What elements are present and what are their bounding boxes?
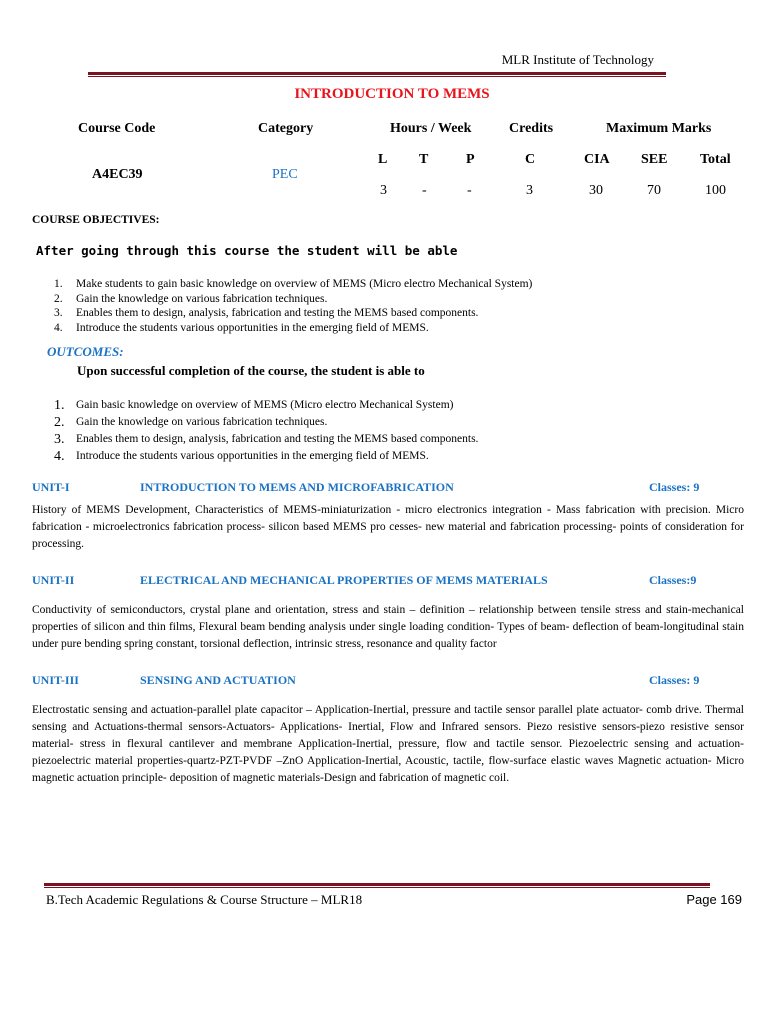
institute-name: MLR Institute of Technology [501,52,654,67]
unit-3-body: Electrostatic sensing and actuation-parallel plate capacitor – Application-Inertial, pressure and tactile sensor parallel plate actuator- comb drive. Thermal sensing and Actuations-thermal sensors-Actuators- Applications- Inertial, Flow and Infrared sensors. Piezo resistive sensors-piezo resistive sensor material- stress in flexural cantilever and membrane Application-Inertial, pressure, flow and tactile sensor. Piezoelectric sensing and actuation- piezoelectric material properties-quartz-PZT-PVDF –ZnO Application-Inertial, Acoustic, tactile, flow-surface elastic waves Magnetic actuation- Micro magnetic actuation principle- deposition of magnetic materials-Design and fabrication of magnetic coil. [32,704,744,784]
objectives-lead: After going through this course the student will be able [36,243,458,258]
list-item: 2. Gain the knowledge on various fabrication techniques. [54,292,328,305]
category-value: PEC [272,167,298,182]
list-item: 1. Gain basic knowledge on overview of MEMS (Micro electro Mechanical System) [54,398,454,413]
footer-rule-thin [44,887,710,888]
category-header: Category [258,121,314,136]
list-item: 3. Enables them to design, analysis, fabrication and testing the MEMS based components. [54,432,479,447]
cia-header: CIA [584,152,610,167]
unit-1-classes: Classes: 9 [649,480,700,494]
p-header: P [466,152,475,167]
total-value: 100 [705,183,726,198]
hours-week-header: Hours / Week [390,121,472,136]
list-item: 3. Enables them to design, analysis, fabrication and testing the MEMS based components. [54,307,479,319]
credits-header: Credits [509,121,554,136]
unit-2-classes: Classes:9 [649,573,697,587]
unit-2-body: Conductivity of semiconductors, crystal plane and orientation, stress and stain – definition – relationship between tensile stress and stain-mechanical properties of silicon and thin films, Flexural beam bending analysis under single loading condition- Types of beam- deflection of beam-longitudinal stain under pure bending spring constant, torsional deflection, intrinsic stress, resonance and quality factor [32,604,744,650]
outcomes-lead: Upon successful completion of the course, the student is able to [77,363,425,378]
list-item: 1. Make students to gain basic knowledge on overview of MEMS (Micro electro Mechanical System) [54,278,533,290]
objectives-heading: COURSE OBJECTIVES: [32,214,160,226]
page-number: Page 169 [686,892,742,907]
unit-2-title: ELECTRICAL AND MECHANICAL PROPERTIES OF MEMS MATERIALS [140,573,548,587]
footer-text: B.Tech Academic Regulations & Course Structure – MLR18 [46,892,363,907]
c-value: 3 [526,183,533,198]
list-item: 2. Gain the knowledge on various fabrication techniques. [54,415,328,430]
t-header: T [419,152,429,167]
header-rule-thin [88,76,666,77]
outcomes-heading: OUTCOMES: [47,344,124,359]
p-value: - [467,183,472,198]
l-header: L [378,152,388,167]
max-marks-header: Maximum Marks [606,121,712,136]
unit-1-label: UNIT-I [32,480,70,494]
total-header: Total [700,152,731,167]
footer-rule [44,883,710,886]
course-title: INTRODUCTION TO MEMS [294,86,490,102]
header-rule [88,72,666,75]
outcomes-list [54,397,734,465]
unit-3-classes: Classes: 9 [649,673,700,687]
list-item: 4. Introduce the students various opportunities in the emerging field of MEMS. [54,321,429,334]
unit-1-title: INTRODUCTION TO MEMS AND MICROFABRICATION [140,480,454,494]
see-value: 70 [647,183,661,198]
course-code-header: Course Code [78,121,156,136]
cia-value: 30 [589,183,603,198]
list-item: 4. Introduce the students various opportunities in the emerging field of MEMS. [54,449,429,464]
unit-3-title: SENSING AND ACTUATION [140,673,296,687]
unit-3-label: UNIT-III [32,673,79,687]
objectives-list [54,277,734,335]
unit-2-label: UNIT-II [32,573,75,587]
course-code-value: A4EC39 [92,167,143,182]
t-value: - [422,183,427,198]
see-header: SEE [641,152,668,167]
l-value: 3 [380,183,387,198]
c-header: C [525,152,536,167]
unit-1-body: History of MEMS Development, Characteristics of MEMS-miniaturization - micro electronics integration - Mass fabrication with precision. Micro fabrication - microelectronics fabrication process- silicon based MEMS pro cesses- new material and fabrication processing- points of consideration for processing. [32,504,744,550]
